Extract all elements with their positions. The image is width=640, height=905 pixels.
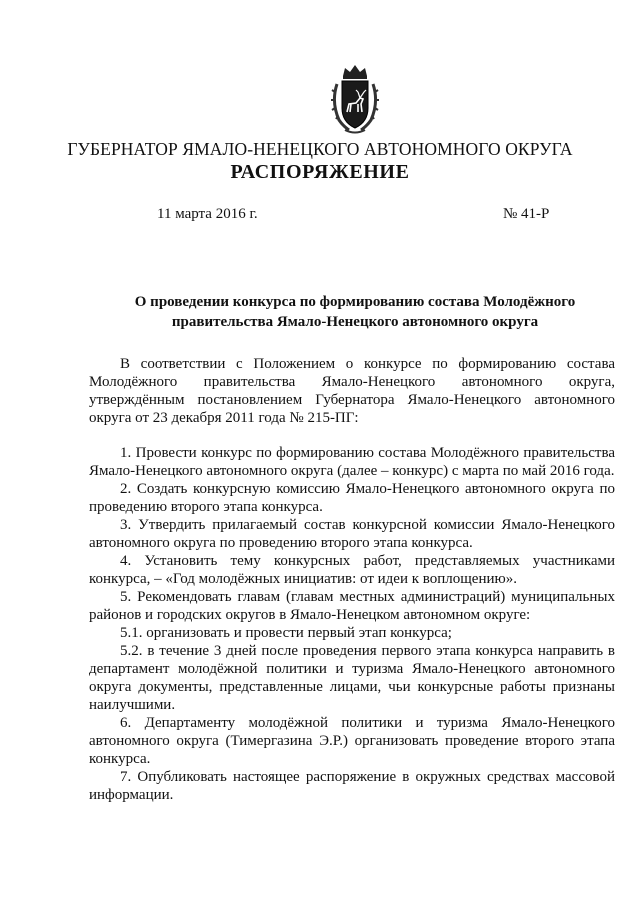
list-item: 2. Создать конкурсную комиссию Ямало-Ненецкого автономного округа по проведению второго этапа конкурса. (89, 481, 615, 515)
list-item: 5.1. организовать и провести первый этап конкурса; (120, 625, 452, 641)
list-item: 7. Опубликовать настоящее распоряжение в окружных средствах массовой информации. (89, 769, 615, 803)
document-number: № 41-Р (503, 206, 550, 222)
list-item: 5.2. в течение 3 дней после проведения первого этапа конкурса направить в департамент молодёжной политики и туризма Ямало-Ненецкого автономного округа документы, представленные лицами, чьи конкурсные работы признаны наилучшими. (89, 643, 615, 713)
document-type: РАСПОРЯЖЕНИЕ (230, 161, 410, 183)
preamble-paragraph: В соответствии с Положением о конкурсе по формированию состава Молодёжного правительства Ямало-Ненецкого автономного округа, утверждённым постановлением Губернатора Ямало-Ненецкого автономного округа от 23 декабря 2011 года № 215-ПГ: (89, 356, 615, 426)
document-title: О проведении конкурса по формированию состава Молодёжного правительства Ямало-Ненецкого автономного округа (134, 294, 576, 330)
list-item: 5. Рекомендовать главам (главам местных администраций) муниципальных районов и городских округов в Ямало-Ненецком автономном округе: (89, 589, 615, 623)
list-item: 1. Провести конкурс по формированию состава Молодёжного правительства Ямало-Ненецкого автономного округа (далее – конкурс) с марта по май 2016 года. (89, 445, 615, 479)
document-body (89, 355, 615, 804)
organization-heading: ГУБЕРНАТОР ЯМАЛО-НЕНЕЦКОГО АВТОНОМНОГО ОКРУГА (67, 139, 573, 159)
list-item: 3. Утвердить прилагаемый состав конкурсной комиссии Ямало-Ненецкого автономного округа по проведению второго этапа конкурса. (89, 517, 615, 551)
list-item: 4. Установить тему конкурсных работ, представляемых участниками конкурса, – «Год молодёжных инициатив: от идеи к воплощению». (89, 553, 615, 587)
list-item: 6. Департаменту молодёжной политики и туризма Ямало-Ненецкого автономного округа (Тимергазина Э.Р.) организовать проведение второго этапа конкурса. (89, 715, 615, 767)
coat-of-arms-icon (329, 62, 381, 136)
document-date: 11 марта 2016 г. (157, 206, 258, 222)
